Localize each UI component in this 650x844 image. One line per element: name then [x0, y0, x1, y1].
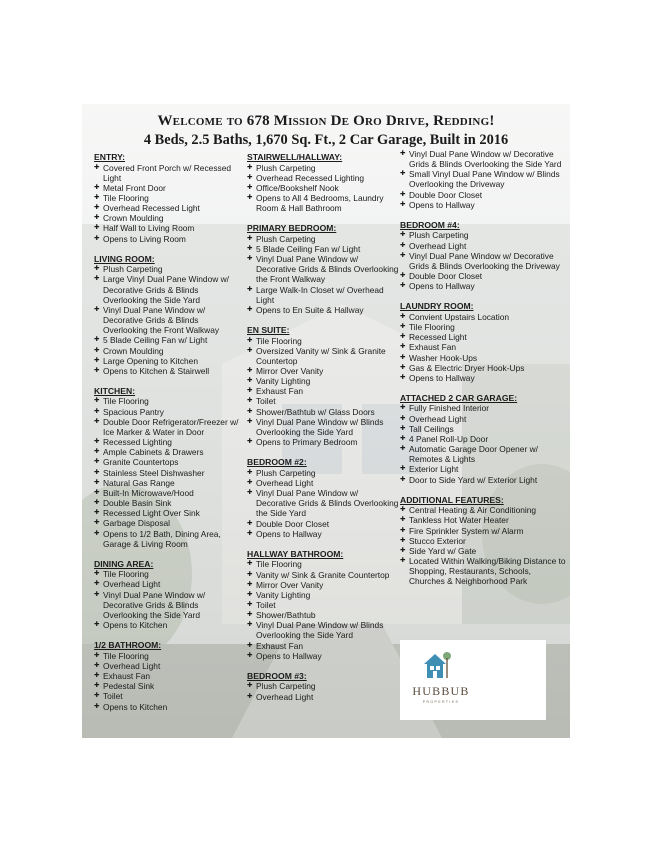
feature-item: ✚ Opens to Kitchen	[94, 620, 244, 630]
section-title: BEDROOM #3:	[247, 670, 307, 681]
section-hallway-bathroom	[247, 549, 399, 661]
section-title: ENTRY:	[94, 152, 126, 162]
section-bedroom-3-continued	[400, 149, 566, 210]
section-title: EN SUITE:	[247, 325, 290, 336]
feature-item: ✚ Plush Carpeting	[247, 234, 399, 244]
feature-item: ✚ Metal Front Door	[94, 183, 244, 193]
feature-item: ✚ Convient Upstairs Location	[400, 312, 566, 322]
feature-item: ✚ Mirror Over Vanity	[247, 580, 399, 590]
feature-item: ✚ Double Door Closet	[400, 190, 566, 200]
feature-item: ✚ Crown Moulding	[94, 213, 244, 223]
feature-item: ✚ Vinyl Dual Pane Window w/ Decorative Grids & Blinds Overlooking the Front Walkway	[247, 254, 399, 284]
feature-item: ✚ Overhead Light	[94, 579, 244, 589]
feature-item: ✚ Toilet	[94, 691, 244, 701]
feature-item: ✚ Small Vinyl Dual Pane Window w/ Blinds Overlooking the Driveway	[400, 169, 566, 189]
feature-item: ✚ Tile Flooring	[94, 396, 244, 406]
flyer-sheet	[82, 104, 570, 738]
feature-item: ✚ Vanity w/ Sink & Granite Countertop	[247, 570, 399, 580]
feature-item: ✚ Shower/Bathtub	[247, 610, 399, 620]
feature-item: ✚ Vinyl Dual Pane Window w/ Decorative Grids & Blinds Overlooking the Side Yard	[94, 590, 244, 620]
feature-item: ✚ Vinyl Dual Pane Window w/ Decorative Grids & Blinds Overlooking the Side Yard	[247, 488, 399, 518]
feature-item: ✚ Washer Hook-Ups	[400, 353, 566, 363]
feature-item: ✚ Large Vinyl Dual Pane Window w/ Decorative Grids & Blinds Overlooking the Side Yard	[94, 274, 244, 304]
feature-item: ✚ Large Opening to Kitchen	[94, 356, 244, 366]
feature-item: ✚ Vanity Lighting	[247, 590, 399, 600]
feature-item: ✚ Tile Flooring	[400, 322, 566, 332]
feature-item: ✚ Automatic Garage Door Opener w/ Remotes & Lights	[400, 444, 566, 464]
house-tree-logo-icon	[422, 648, 452, 682]
feature-item: ✚ Double Door Closet	[400, 271, 566, 281]
section-entry	[94, 152, 244, 244]
feature-item: ✚ Tile Flooring	[94, 193, 244, 203]
feature-item: ✚ Vinyl Dual Pane Window w/ Decorative Grids & Blinds Overlooking the Driveway	[400, 251, 566, 271]
feature-item: ✚ Opens to 1/2 Bath, Dining Area, Garage & Living Room	[94, 529, 244, 549]
feature-item: ✚ Stucco Exterior	[400, 536, 566, 546]
feature-item: ✚ Located Within Walking/Biking Distance to Shopping, Restaurants, Schools, Churches & Neighborhood Park	[400, 556, 566, 586]
feature-item: ✚ Opens to Kitchen & Stairwell	[94, 366, 244, 376]
hubbub-logo-card	[400, 640, 546, 720]
feature-item: ✚ Vinyl Dual Pane Window w/ Blinds Overlooking the Side Yard	[247, 620, 399, 640]
section-title: LAUNDRY ROOM:	[400, 301, 474, 312]
feature-item: ✚ Opens to Hallway	[400, 373, 566, 383]
feature-item: ✚ Vanity Lighting	[247, 376, 399, 386]
property-summary: 4 Beds, 2.5 Baths, 1,670 Sq. Ft., 2 Car Garage, Built in 2016	[143, 132, 509, 148]
feature-item: ✚ Recessed Light	[400, 332, 566, 342]
section-bedroom-2	[247, 457, 399, 539]
column-2	[247, 152, 399, 712]
section-title: HALLWAY BATHROOM:	[247, 548, 344, 559]
feature-item: ✚ Plush Carpeting	[247, 163, 399, 173]
feature-item: ✚ Fire Sprinkler System w/ Alarm	[400, 526, 566, 536]
feature-item: ✚ Exhaust Fan	[247, 641, 399, 651]
feature-item: ✚ Pedestal Sink	[94, 681, 244, 691]
feature-item: ✚ Overhead Recessed Lighting	[247, 173, 399, 183]
section-title: STAIRWELL/HALLWAY:	[247, 152, 343, 162]
feature-item: ✚ Built-In Microwave/Hood	[94, 488, 244, 498]
section-garage	[400, 393, 566, 485]
logo-name: HUBBUB	[412, 684, 470, 698]
feature-item: ✚ Garbage Disposal	[94, 518, 244, 528]
feature-item: ✚ Exhaust Fan	[400, 342, 566, 352]
section-title: BEDROOM #4:	[400, 219, 460, 230]
feature-item: ✚ Gas & Electric Dryer Hook-Ups	[400, 363, 566, 373]
feature-item: ✚ Opens to Primary Bedroom	[247, 437, 399, 447]
section-laundry-room	[400, 301, 566, 383]
feature-item: ✚ Exterior Light	[400, 464, 566, 474]
column-3	[400, 149, 566, 596]
feature-item: ✚ Opens to Kitchen	[94, 702, 244, 712]
section-title: DINING AREA:	[94, 558, 154, 569]
feature-item: ✚ Tankless Hot Water Heater	[400, 515, 566, 525]
feature-item: ✚ Plush Carpeting	[247, 468, 399, 478]
feature-item: ✚ Crown Moulding	[94, 346, 244, 356]
feature-item: ✚ Exhaust Fan	[247, 386, 399, 396]
feature-item: ✚ Vinyl Dual Pane Window w/ Decorative Grids & Blinds Overlooking the Front Walkway	[94, 305, 244, 335]
section-living-room	[94, 254, 244, 376]
feature-item: ✚ Double Door Closet	[247, 519, 399, 529]
feature-item: ✚ Opens to Hallway	[247, 529, 399, 539]
feature-item: ✚ Overhead Light	[247, 478, 399, 488]
section-dining-area	[94, 559, 244, 630]
feature-item: ✚ Covered Front Porch w/ Recessed Light	[94, 163, 244, 183]
column-1	[94, 152, 244, 722]
feature-item: ✚ Opens to Hallway	[400, 200, 566, 210]
section-bedroom-4	[400, 220, 566, 291]
address-heading: Welcome to 678 Mission De Oro Drive, Redding!	[157, 113, 495, 129]
feature-item: ✚ Shower/Bathtub w/ Glass Doors	[247, 407, 399, 417]
feature-item: ✚ Tile Flooring	[94, 569, 244, 579]
feature-item: ✚ Plush Carpeting	[247, 681, 399, 691]
feature-item: ✚ Half Wall to Living Room	[94, 223, 244, 233]
feature-item: ✚ Tile Flooring	[94, 651, 244, 661]
feature-item: ✚ Plush Carpeting	[94, 264, 244, 274]
flyer-header	[82, 112, 570, 149]
feature-item: ✚ Central Heating & Air Conditioning	[400, 505, 566, 515]
section-title: BEDROOM #2:	[247, 457, 307, 468]
section-half-bathroom	[94, 640, 244, 711]
feature-item: ✚ 4 Panel Roll-Up Door	[400, 434, 566, 444]
feature-item: ✚ Stainless Steel Dishwasher	[94, 468, 244, 478]
feature-item: ✚ Natural Gas Range	[94, 478, 244, 488]
section-additional-features	[400, 495, 566, 587]
section-bedroom-3	[247, 671, 399, 702]
feature-item: ✚ Oversized Vanity w/ Sink & Granite Countertop	[247, 346, 399, 366]
feature-item: ✚ Opens to Living Room	[94, 234, 244, 244]
feature-item: ✚ Double Basin Sink	[94, 498, 244, 508]
feature-item: ✚ Toilet	[247, 600, 399, 610]
feature-item: ✚ Large Walk-In Closet w/ Overhead Light	[247, 285, 399, 305]
feature-item: ✚ Opens to Hallway	[400, 281, 566, 291]
feature-item: ✚ Opens to Hallway	[247, 651, 399, 661]
feature-item: ✚ Tall Ceilings	[400, 424, 566, 434]
feature-item: ✚ Door to Side Yard w/ Exterior Light	[400, 475, 566, 485]
feature-item: ✚ Granite Countertops	[94, 457, 244, 467]
section-title: PRIMARY BEDROOM:	[247, 223, 337, 234]
feature-item: ✚ Overhead Light	[247, 692, 399, 702]
feature-item: ✚ Exhaust Fan	[94, 671, 244, 681]
feature-item: ✚ Vinyl Dual Pane Window w/ Decorative Grids & Blinds Overlooking the Side Yard	[400, 149, 566, 169]
feature-item: ✚ Vinyl Dual Pane Window w/ Blinds Overlooking the Side Yard	[247, 417, 399, 437]
feature-item: ✚ Toilet	[247, 396, 399, 406]
feature-item: ✚ Double Door Refrigerator/Freezer w/ Ice Marker & Water in Door	[94, 417, 244, 437]
feature-item: ✚ Opens to All 4 Bedrooms, Laundry Room & Hall Bathroom	[247, 193, 399, 213]
section-kitchen	[94, 386, 244, 549]
feature-item: ✚ Office/Bookshelf Nook	[247, 183, 399, 193]
feature-item: ✚ Recessed Lighting	[94, 437, 244, 447]
section-title: KITCHEN:	[94, 385, 136, 396]
feature-item: ✚ Side Yard w/ Gate	[400, 546, 566, 556]
section-title: ATTACHED 2 CAR GARAGE:	[400, 392, 518, 403]
feature-item: ✚ Plush Carpeting	[400, 230, 566, 240]
section-en-suite	[247, 325, 399, 447]
feature-item: ✚ 5 Blade Ceiling Fan w/ Light	[247, 244, 399, 254]
feature-item: ✚ Tile Flooring	[247, 559, 399, 569]
feature-item: ✚ Tile Flooring	[247, 336, 399, 346]
feature-item: ✚ 5 Blade Ceiling Fan w/ Light	[94, 335, 244, 345]
section-title: ADDITIONAL FEATURES:	[400, 494, 504, 505]
section-title: LIVING ROOM:	[94, 253, 155, 264]
feature-item: ✚ Mirror Over Vanity	[247, 366, 399, 376]
feature-item: ✚ Ample Cabinets & Drawers	[94, 447, 244, 457]
feature-item: ✚ Opens to En Suite & Hallway	[247, 305, 399, 315]
feature-item: ✚ Overhead Light	[94, 661, 244, 671]
feature-item: ✚ Overhead Light	[400, 414, 566, 424]
section-title: 1/2 BATHROOM:	[94, 640, 162, 651]
logo-subtitle: PROPERTIES	[422, 700, 460, 704]
feature-item: ✚ Fully Finished Interior	[400, 403, 566, 413]
section-stairwell	[247, 152, 399, 213]
feature-item: ✚ Overhead Recessed Light	[94, 203, 244, 213]
feature-item: ✚ Spacious Pantry	[94, 407, 244, 417]
feature-item: ✚ Overhead Light	[400, 241, 566, 251]
feature-item: ✚ Recessed Light Over Sink	[94, 508, 244, 518]
section-primary-bedroom	[247, 223, 399, 315]
